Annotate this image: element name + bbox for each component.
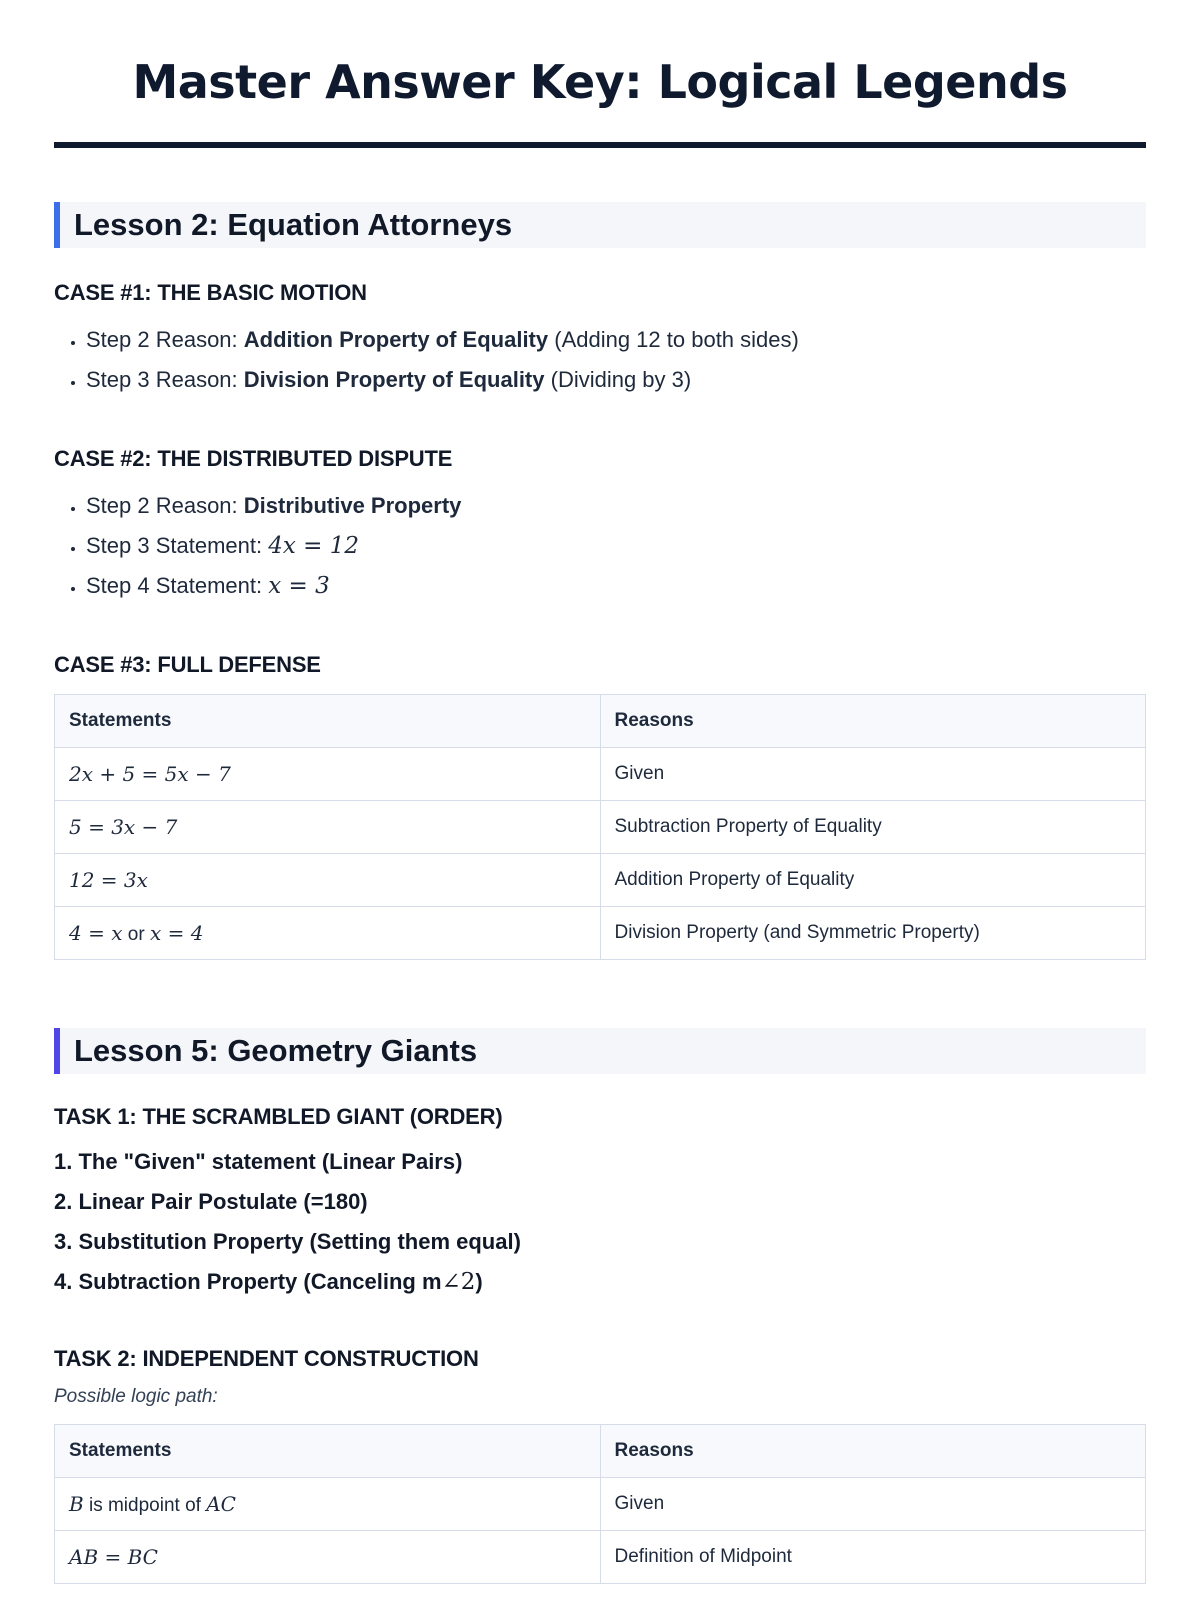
list-item: 1. The "Given" statement (Linear Pairs) bbox=[54, 1149, 463, 1174]
reasons-header: Reasons bbox=[600, 695, 1146, 748]
lesson-5-heading: Lesson 5: Geometry Giants bbox=[54, 1028, 1146, 1074]
list-item: • Step 4 Statement: x = 3 bbox=[86, 566, 1146, 606]
table-row: 2x + 5 = 5x − 7 Given bbox=[55, 748, 1146, 801]
table-row: 12 = 3x Addition Property of Equality bbox=[55, 854, 1146, 907]
case-1-title: CASE #1: THE BASIC MOTION bbox=[54, 280, 367, 305]
lesson-2-heading: Lesson 2: Equation Attorneys bbox=[54, 202, 1146, 248]
list-item: • Step 2 Reason: Addition Property of Equality (Adding 12 to both sides) bbox=[86, 320, 1146, 360]
list-item: • Step 3 Statement: 4x = 12 bbox=[86, 526, 1146, 566]
reasons-header: Reasons bbox=[600, 1425, 1146, 1478]
case-1-list bbox=[54, 320, 1146, 400]
table-row: AB = BC Definition of Midpoint bbox=[55, 1531, 1146, 1584]
case-2-list bbox=[54, 486, 1146, 606]
list-item: 4. Subtraction Property (Canceling m∠2) bbox=[54, 1269, 483, 1295]
case-3-title: CASE #3: FULL DEFENSE bbox=[54, 652, 321, 677]
document-title: Master Answer Key: Logical Legends bbox=[132, 55, 1068, 109]
logic-path-note: Possible logic path: bbox=[54, 1386, 218, 1407]
task-2-title: TASK 2: INDEPENDENT CONSTRUCTION bbox=[54, 1346, 479, 1371]
list-item: 3. Substitution Property (Setting them equal) bbox=[54, 1229, 521, 1254]
table-header-row bbox=[55, 695, 1146, 748]
table-row: 5 = 3x − 7 Subtraction Property of Equality bbox=[55, 801, 1146, 854]
table-row: 4 = x or x = 4 Division Property (and Symmetric Property) bbox=[55, 907, 1146, 960]
case-2-title: CASE #2: THE DISTRIBUTED DISPUTE bbox=[54, 446, 453, 471]
table-row: B is midpoint of AC Given bbox=[55, 1478, 1146, 1531]
task-1-title: TASK 1: THE SCRAMBLED GIANT (ORDER) bbox=[54, 1104, 503, 1129]
task-2-proof-table bbox=[54, 1424, 1146, 1584]
table-header-row bbox=[55, 1425, 1146, 1478]
list-item: • Step 3 Reason: Division Property of Equality (Dividing by 3) bbox=[86, 360, 1146, 400]
statements-header: Statements bbox=[55, 1425, 601, 1478]
case-3-proof-table bbox=[54, 694, 1146, 960]
title-divider bbox=[54, 142, 1146, 148]
list-item: • Step 2 Reason: Distributive Property bbox=[86, 486, 1146, 526]
task-1-order-list bbox=[54, 1142, 1146, 1302]
list-item: 2. Linear Pair Postulate (=180) bbox=[54, 1189, 368, 1214]
statements-header: Statements bbox=[55, 695, 601, 748]
